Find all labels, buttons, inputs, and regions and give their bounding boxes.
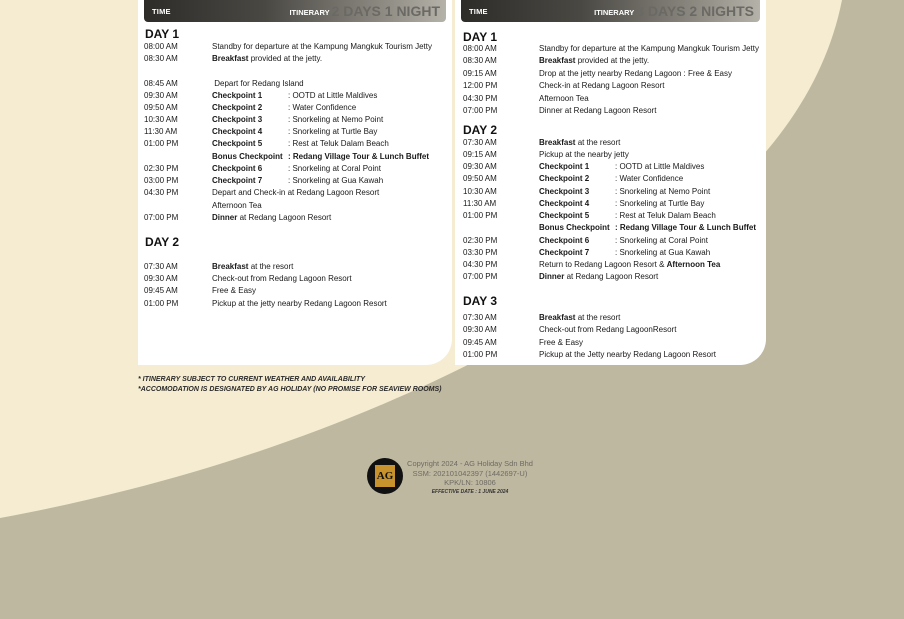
checkpoint-activity: : Snorkeling at Gua Kawah: [615, 248, 711, 257]
schedule-activity: [539, 187, 710, 197]
activity-highlight: Dinner: [212, 213, 238, 222]
schedule-activity: [539, 325, 676, 335]
schedule-row: [144, 176, 448, 186]
schedule-time: 08:00 AM: [144, 42, 178, 51]
kpk-license: KPK/LN: 10806: [444, 478, 496, 487]
schedule-time: 09:45 AM: [144, 286, 178, 296]
schedule-activity: [539, 272, 658, 282]
schedule-row: [144, 127, 448, 137]
package-title: 2 DAYS 1 NIGHT: [331, 3, 440, 19]
schedule-time: 12:00 PM: [463, 81, 498, 91]
schedule-time: 01:00 PM: [463, 211, 498, 220]
schedule-row: [463, 44, 763, 54]
activity-text: Check-out from Redang LagoonResort: [539, 325, 677, 335]
checkpoint-label: Bonus Checkpoint: [212, 152, 283, 161]
schedule-activity: [539, 350, 716, 360]
schedule-row: [144, 115, 448, 125]
schedule-activity: [539, 138, 620, 148]
schedule-activity: [539, 199, 704, 209]
activity-highlight: Breakfast: [539, 56, 576, 66]
day-heading: DAY 1: [145, 27, 180, 41]
checkpoint-activity: : Rest at Teluk Dalam Beach: [615, 211, 716, 220]
ssm-number: SSM: 202101042397 (1442697-U): [412, 468, 528, 478]
schedule-time: 09:30 AM: [463, 325, 497, 335]
schedule-row: [144, 54, 448, 64]
schedule-row: [463, 248, 763, 258]
logo-mark: AG: [375, 465, 395, 487]
activity-text: Pickup at the Jetty nearby Redang Lagoon Resort: [539, 349, 716, 359]
activity-text: Drop at the jetty nearby Redang Lagoon : Free & Easy: [539, 68, 733, 78]
package-title: 3 DAYS 2 NIGHTS: [636, 3, 754, 19]
activity-highlight: Breakfast: [212, 54, 249, 63]
schedule-activity: [539, 44, 759, 54]
schedule-time: 01:00 PM: [144, 139, 179, 148]
schedule-time: 09:30 AM: [144, 274, 178, 284]
schedule-time: 10:30 AM: [144, 115, 178, 124]
schedule-row: [144, 286, 448, 296]
schedule-row: [144, 139, 448, 149]
schedule-activity: [539, 248, 710, 258]
activity-text: Check-out from Redang Lagoon Resort: [212, 274, 352, 284]
activity-text: at Redang Lagoon Resort: [564, 272, 659, 281]
schedule-row: [463, 56, 763, 66]
activity-text: at the resort: [248, 262, 294, 271]
activity-text: at the resort: [575, 313, 621, 322]
time-column-label: TIME: [469, 7, 488, 16]
schedule-row: [144, 201, 448, 211]
schedule-time: 03:00 PM: [144, 176, 179, 185]
schedule-activity: [539, 162, 704, 172]
schedule-row: [463, 236, 763, 246]
schedule-row: [463, 211, 763, 221]
schedule-activity: [212, 299, 387, 309]
checkpoint-label: Checkpoint 1: [212, 91, 263, 100]
checkpoint-activity: : Snorkeling at Turtle Bay: [288, 127, 378, 136]
checkpoint-label: Checkpoint 7: [212, 176, 263, 185]
effective-date: EFFECTIVE DATE : 1 JUNE 2024: [431, 488, 509, 495]
checkpoint-activity: : Water Confidence: [615, 174, 684, 183]
schedule-time: 09:45 AM: [463, 337, 497, 347]
footer-info: [405, 459, 535, 497]
schedule-activity: [212, 103, 356, 113]
schedule-row: [144, 91, 448, 101]
day-heading: DAY 2: [145, 235, 180, 249]
schedule-activity: [539, 150, 629, 160]
ag-holiday-logo: [367, 458, 403, 494]
checkpoint-activity: : Redang Village Tour & Lunch Buffet: [288, 152, 430, 161]
activity-text: Dinner at Redang Lagoon Resort: [539, 106, 657, 115]
schedule-time: 03:30 PM: [463, 248, 498, 257]
activity-text: Standby for departure at the Kampung Mangkuk Tourism Jetty: [539, 44, 759, 53]
activity-text: Pickup at the jetty nearby Redang Lagoon Resort: [212, 298, 387, 308]
checkpoint-activity: : Rest at Teluk Dalam Beach: [288, 139, 389, 148]
checkpoint-activity: : Snorkeling at Nemo Point: [288, 115, 384, 124]
activity-text: Check-in at Redang Lagoon Resort: [539, 81, 665, 91]
activity-highlight: Dinner: [539, 272, 565, 281]
schedule-row: [463, 69, 763, 79]
checkpoint-activity: : Redang Village Tour & Lunch Buffet: [615, 223, 757, 232]
schedule-activity: [539, 211, 716, 221]
schedule-row: [144, 79, 448, 89]
activity-text: Return to Redang Lagoon Resort &: [539, 260, 667, 269]
checkpoint-label: Checkpoint 4: [212, 127, 263, 136]
day-heading: DAY 2: [463, 123, 498, 137]
card-header: [461, 0, 760, 22]
schedule-activity: [212, 152, 429, 162]
schedule-row: [463, 260, 763, 270]
checkpoint-label: Bonus Checkpoint: [539, 223, 610, 232]
schedule-activity: [539, 260, 720, 270]
checkpoint-label: Checkpoint 7: [539, 248, 590, 257]
schedule-activity: [539, 223, 756, 233]
schedule-time: 07:00 PM: [144, 213, 179, 222]
activity-text: Standby for departure at the Kampung Mangkuk Tourism Jetty: [212, 42, 432, 51]
activity-text: provided at the jetty.: [575, 56, 650, 66]
checkpoint-activity: : OOTD at Little Maldives: [615, 162, 705, 171]
schedule-row: [463, 272, 763, 282]
schedule-row: [463, 94, 763, 104]
checkpoint-label: Checkpoint 2: [212, 103, 263, 112]
checkpoint-activity: : OOTD at Little Maldives: [288, 91, 378, 100]
activity-text: at Redang Lagoon Resort: [237, 213, 332, 222]
schedule-time: 07:30 AM: [144, 262, 178, 271]
schedule-activity: [539, 94, 589, 104]
activity-highlight: Breakfast: [212, 262, 249, 271]
schedule-activity: [539, 56, 649, 66]
checkpoint-label: Checkpoint 5: [212, 139, 263, 148]
schedule-row: [463, 350, 763, 360]
schedule-row: [463, 174, 763, 184]
schedule-activity: [212, 115, 383, 125]
schedule-activity: [539, 313, 620, 323]
schedule-time: 09:50 AM: [463, 174, 497, 183]
day-heading: DAY 3: [463, 294, 498, 308]
schedule-row: [144, 262, 448, 272]
checkpoint-label: Checkpoint 4: [539, 199, 590, 208]
schedule-time: 09:30 AM: [463, 162, 497, 171]
schedule-row: [463, 338, 763, 348]
schedule-activity: [539, 236, 708, 246]
notes: [138, 375, 441, 395]
checkpoint-activity: : Snorkeling at Turtle Bay: [615, 199, 705, 208]
schedule-time: 09:15 AM: [463, 150, 497, 159]
schedule-row: [463, 223, 763, 233]
schedule-activity: [212, 91, 377, 101]
schedule-activity: [212, 176, 383, 186]
activity-highlight: Afternoon Tea: [666, 260, 721, 269]
activity-text: Depart and Check-in at Redang Lagoon Resort: [212, 188, 380, 197]
time-column-label: TIME: [152, 7, 171, 16]
schedule-time: 08:00 AM: [463, 44, 497, 53]
schedule-row: [463, 199, 763, 209]
checkpoint-label: Checkpoint 1: [539, 162, 590, 171]
schedule-activity: [212, 127, 377, 137]
schedule-activity: [212, 213, 331, 223]
schedule-activity: [539, 106, 656, 116]
copyright-text: Copyright 2024 - AG Holiday Sdn Bhd: [407, 459, 533, 468]
itinerary-card-3d2n: [455, 0, 766, 365]
checkpoint-label: Checkpoint 3: [539, 187, 590, 196]
schedule-row: [463, 106, 763, 116]
schedule-time: 08:30 AM: [144, 54, 178, 63]
weather-note: * ITINERARY SUBJECT TO CURRENT WEATHER AND AVAILABILITY: [138, 376, 365, 383]
schedule-row: [144, 42, 448, 52]
checkpoint-activity: : Snorkeling at Gua Kawah: [288, 176, 384, 185]
itinerary-label: ITINERARY: [289, 8, 330, 17]
activity-text: Afternoon Tea: [212, 201, 262, 210]
schedule-time: 01:00 PM: [144, 298, 179, 308]
schedule-activity: [539, 81, 664, 91]
schedule-time: 08:45 AM: [144, 79, 178, 88]
schedule-row: [463, 187, 763, 197]
activity-highlight: Breakfast: [539, 138, 576, 147]
schedule-time: 08:30 AM: [463, 56, 497, 66]
itinerary-card-2d1n: [138, 0, 452, 365]
schedule-activity: [212, 188, 379, 198]
schedule-time: 04:30 PM: [463, 260, 498, 269]
card-header: [144, 0, 446, 22]
schedule-row: [463, 138, 763, 148]
schedule-time: 11:30 AM: [144, 127, 178, 136]
schedule-activity: [212, 274, 352, 284]
activity-text: at the resort: [575, 138, 621, 147]
schedule-time: 11:30 AM: [463, 199, 497, 208]
schedule-row: [144, 274, 448, 284]
activity-text: Free & Easy: [539, 337, 584, 347]
schedule-activity: [212, 139, 389, 149]
schedule-time: 02:30 PM: [144, 164, 179, 173]
schedule-activity: [539, 69, 732, 79]
schedule-time: 04:30 PM: [144, 188, 179, 197]
checkpoint-label: Checkpoint 2: [539, 174, 590, 183]
schedule-activity: [212, 262, 293, 272]
schedule-time: 01:00 PM: [463, 349, 498, 359]
activity-text: provided at the jetty.: [248, 54, 323, 63]
schedule-time: 07:30 AM: [463, 313, 497, 322]
activity-text: Afternoon Tea: [539, 93, 589, 103]
activity-highlight: Breakfast: [539, 313, 576, 322]
accommodation-note: *ACCOMODATION IS DESIGNATED BY AG HOLIDAY (NO PROMISE FOR SEAVIEW ROOMS): [138, 386, 442, 393]
schedule-time: 10:30 AM: [463, 187, 497, 196]
schedule-row: [463, 325, 763, 335]
schedule-activity: [539, 338, 583, 348]
checkpoint-activity: : Snorkeling at Nemo Point: [615, 187, 711, 196]
itinerary-title: [594, 0, 760, 22]
schedule-row: [144, 188, 448, 198]
schedule-time: 07:30 AM: [463, 138, 497, 147]
schedule-row: [463, 313, 763, 323]
schedule-time: 09:30 AM: [144, 91, 178, 100]
schedule-row: [463, 150, 763, 160]
checkpoint-activity: : Water Confidence: [288, 103, 357, 112]
schedule-time: 07:00 PM: [463, 272, 498, 281]
checkpoint-label: Checkpoint 3: [212, 115, 263, 124]
checkpoint-label: Checkpoint 6: [212, 164, 263, 173]
schedule-row: [144, 299, 448, 309]
checkpoint-label: Checkpoint 6: [539, 236, 590, 245]
schedule-time: 09:15 AM: [463, 68, 497, 78]
schedule-activity: [539, 174, 683, 184]
schedule-activity: [212, 42, 432, 52]
checkpoint-activity: : Snorkeling at Coral Point: [615, 236, 708, 245]
schedule-time: 09:50 AM: [144, 103, 178, 112]
checkpoint-activity: : Snorkeling at Coral Point: [288, 164, 381, 173]
itinerary-title: [289, 0, 446, 22]
schedule-row: [144, 103, 448, 113]
schedule-time: 02:30 PM: [463, 236, 498, 245]
schedule-activity: [212, 79, 304, 89]
schedule-activity: [212, 164, 381, 174]
schedule-time: 07:00 PM: [463, 106, 498, 115]
schedule-row: [144, 152, 448, 162]
schedule-activity: [212, 201, 262, 211]
checkpoint-label: Checkpoint 5: [539, 211, 590, 220]
schedule-activity: [212, 54, 322, 64]
schedule-row: [144, 213, 448, 223]
schedule-row: [463, 162, 763, 172]
schedule-row: [463, 81, 763, 91]
activity-text: Pickup at the nearby jetty: [539, 150, 629, 159]
activity-text: Free & Easy: [212, 286, 257, 296]
activity-text: Depart for Redang Island: [212, 79, 304, 88]
itinerary-label: ITINERARY: [594, 8, 635, 17]
schedule-activity: [212, 286, 256, 296]
schedule-row: [144, 164, 448, 174]
schedule-time: 04:30 PM: [463, 93, 498, 103]
day-heading: DAY 1: [463, 30, 498, 44]
